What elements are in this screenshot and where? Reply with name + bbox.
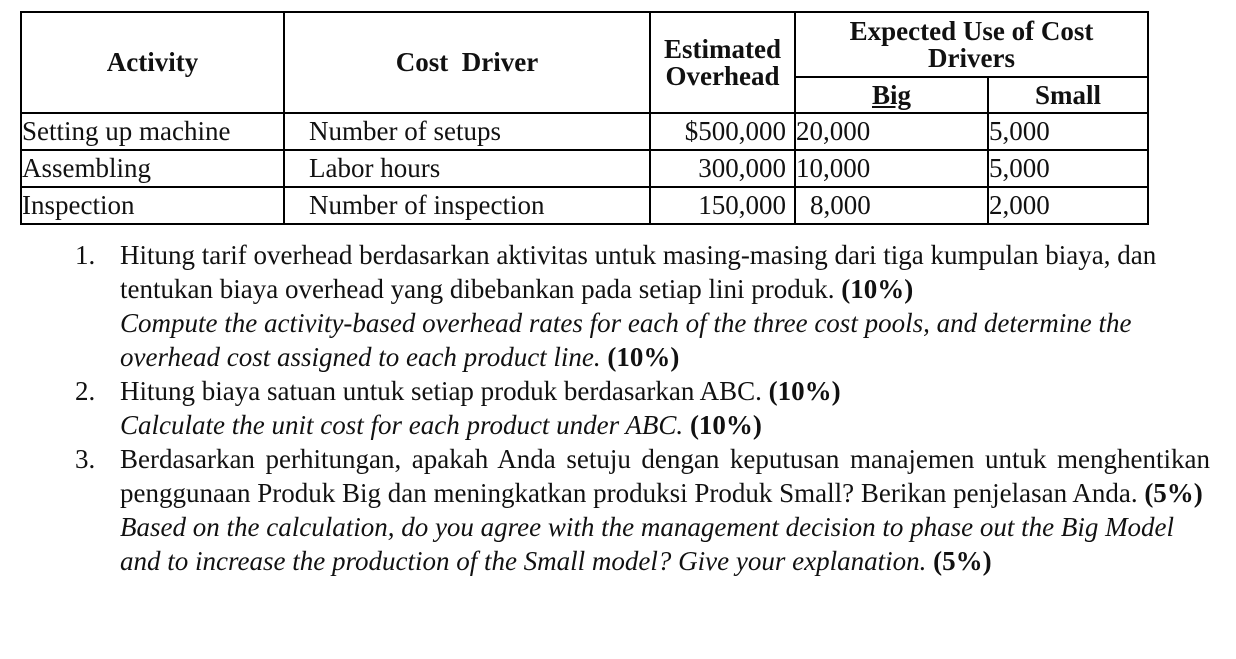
question-number: 3.	[75, 444, 96, 474]
cell-small: 5,000	[988, 113, 1148, 150]
header-estimated-overhead: Estimated Overhead	[650, 12, 795, 113]
question-en-text: Calculate the unit cost for each product under ABC.	[120, 410, 684, 440]
question-en-text: Compute the activity-based overhead rates for each of the three cost pools, and determine the overhead cost assigned to each product line.	[120, 308, 1132, 372]
header-expected-use: Expected Use of Cost Drivers	[795, 12, 1148, 77]
question-id-text: Berdasarkan perhitungan, apakah Anda setuju dengan keputusan manajemen untuk menghentikan penggunaan Produk Big dan meningkatkan produksi Produk Small? Berikan penjelasan Anda.	[120, 444, 1210, 508]
question-en-weight: (10%)	[607, 342, 680, 372]
question-text-id	[120, 238, 1210, 306]
cell-overhead: 150,000	[650, 187, 795, 224]
table-row	[21, 150, 1148, 187]
cell-big: 8,000	[795, 187, 988, 224]
cell-driver: Number of setups	[284, 113, 650, 150]
activity-cost-table	[20, 11, 1149, 225]
question-id-text: Hitung tarif overhead berdasarkan aktivitas untuk masing-masing dari tiga kumpulan biaya, dan tentukan biaya overhead yang dibebankan pada setiap lini produk.	[120, 240, 1157, 304]
question-id-text: Hitung biaya satuan untuk setiap produk berdasarkan ABC.	[120, 376, 762, 406]
question-id-weight: (10%)	[768, 376, 841, 406]
question-item	[75, 238, 1210, 374]
question-text-en	[120, 408, 1210, 442]
header-big: Big	[795, 77, 988, 113]
question-number: 2.	[75, 376, 96, 406]
question-id-weight: (10%)	[841, 274, 914, 304]
question-en-text: Based on the calculation, do you agree with the management decision to phase out the Big Model and to increase the production of the Small model? Give your explanation.	[120, 512, 1175, 576]
question-item	[75, 374, 1210, 442]
question-text-en	[120, 306, 1210, 374]
table-row	[21, 187, 1148, 224]
cell-activity: Assembling	[21, 150, 284, 187]
cell-activity: Inspection	[21, 187, 284, 224]
cell-activity: Setting up machine	[21, 113, 284, 150]
cell-small: 2,000	[988, 187, 1148, 224]
question-text-en	[120, 510, 1210, 578]
question-id-weight: (5%)	[1144, 478, 1203, 508]
cell-overhead: $500,000	[650, 113, 795, 150]
header-small: Small	[988, 77, 1148, 113]
cell-small: 5,000	[988, 150, 1148, 187]
table-row	[21, 113, 1148, 150]
question-text-id	[120, 442, 1210, 510]
question-text-id	[120, 374, 1210, 408]
question-en-weight: (5%)	[933, 546, 992, 576]
cell-big: 10,000	[795, 150, 988, 187]
cell-driver: Number of inspection	[284, 187, 650, 224]
cell-overhead: 300,000	[650, 150, 795, 187]
cell-big: 20,000	[795, 113, 988, 150]
header-cost-driver: Cost Driver	[284, 12, 650, 113]
question-number: 1.	[75, 240, 96, 270]
question-en-weight: (10%)	[689, 410, 762, 440]
header-activity: Activity	[21, 12, 284, 113]
question-item	[75, 442, 1210, 578]
cell-driver: Labor hours	[284, 150, 650, 187]
question-list	[75, 238, 1210, 578]
table-header-row	[21, 12, 1148, 77]
